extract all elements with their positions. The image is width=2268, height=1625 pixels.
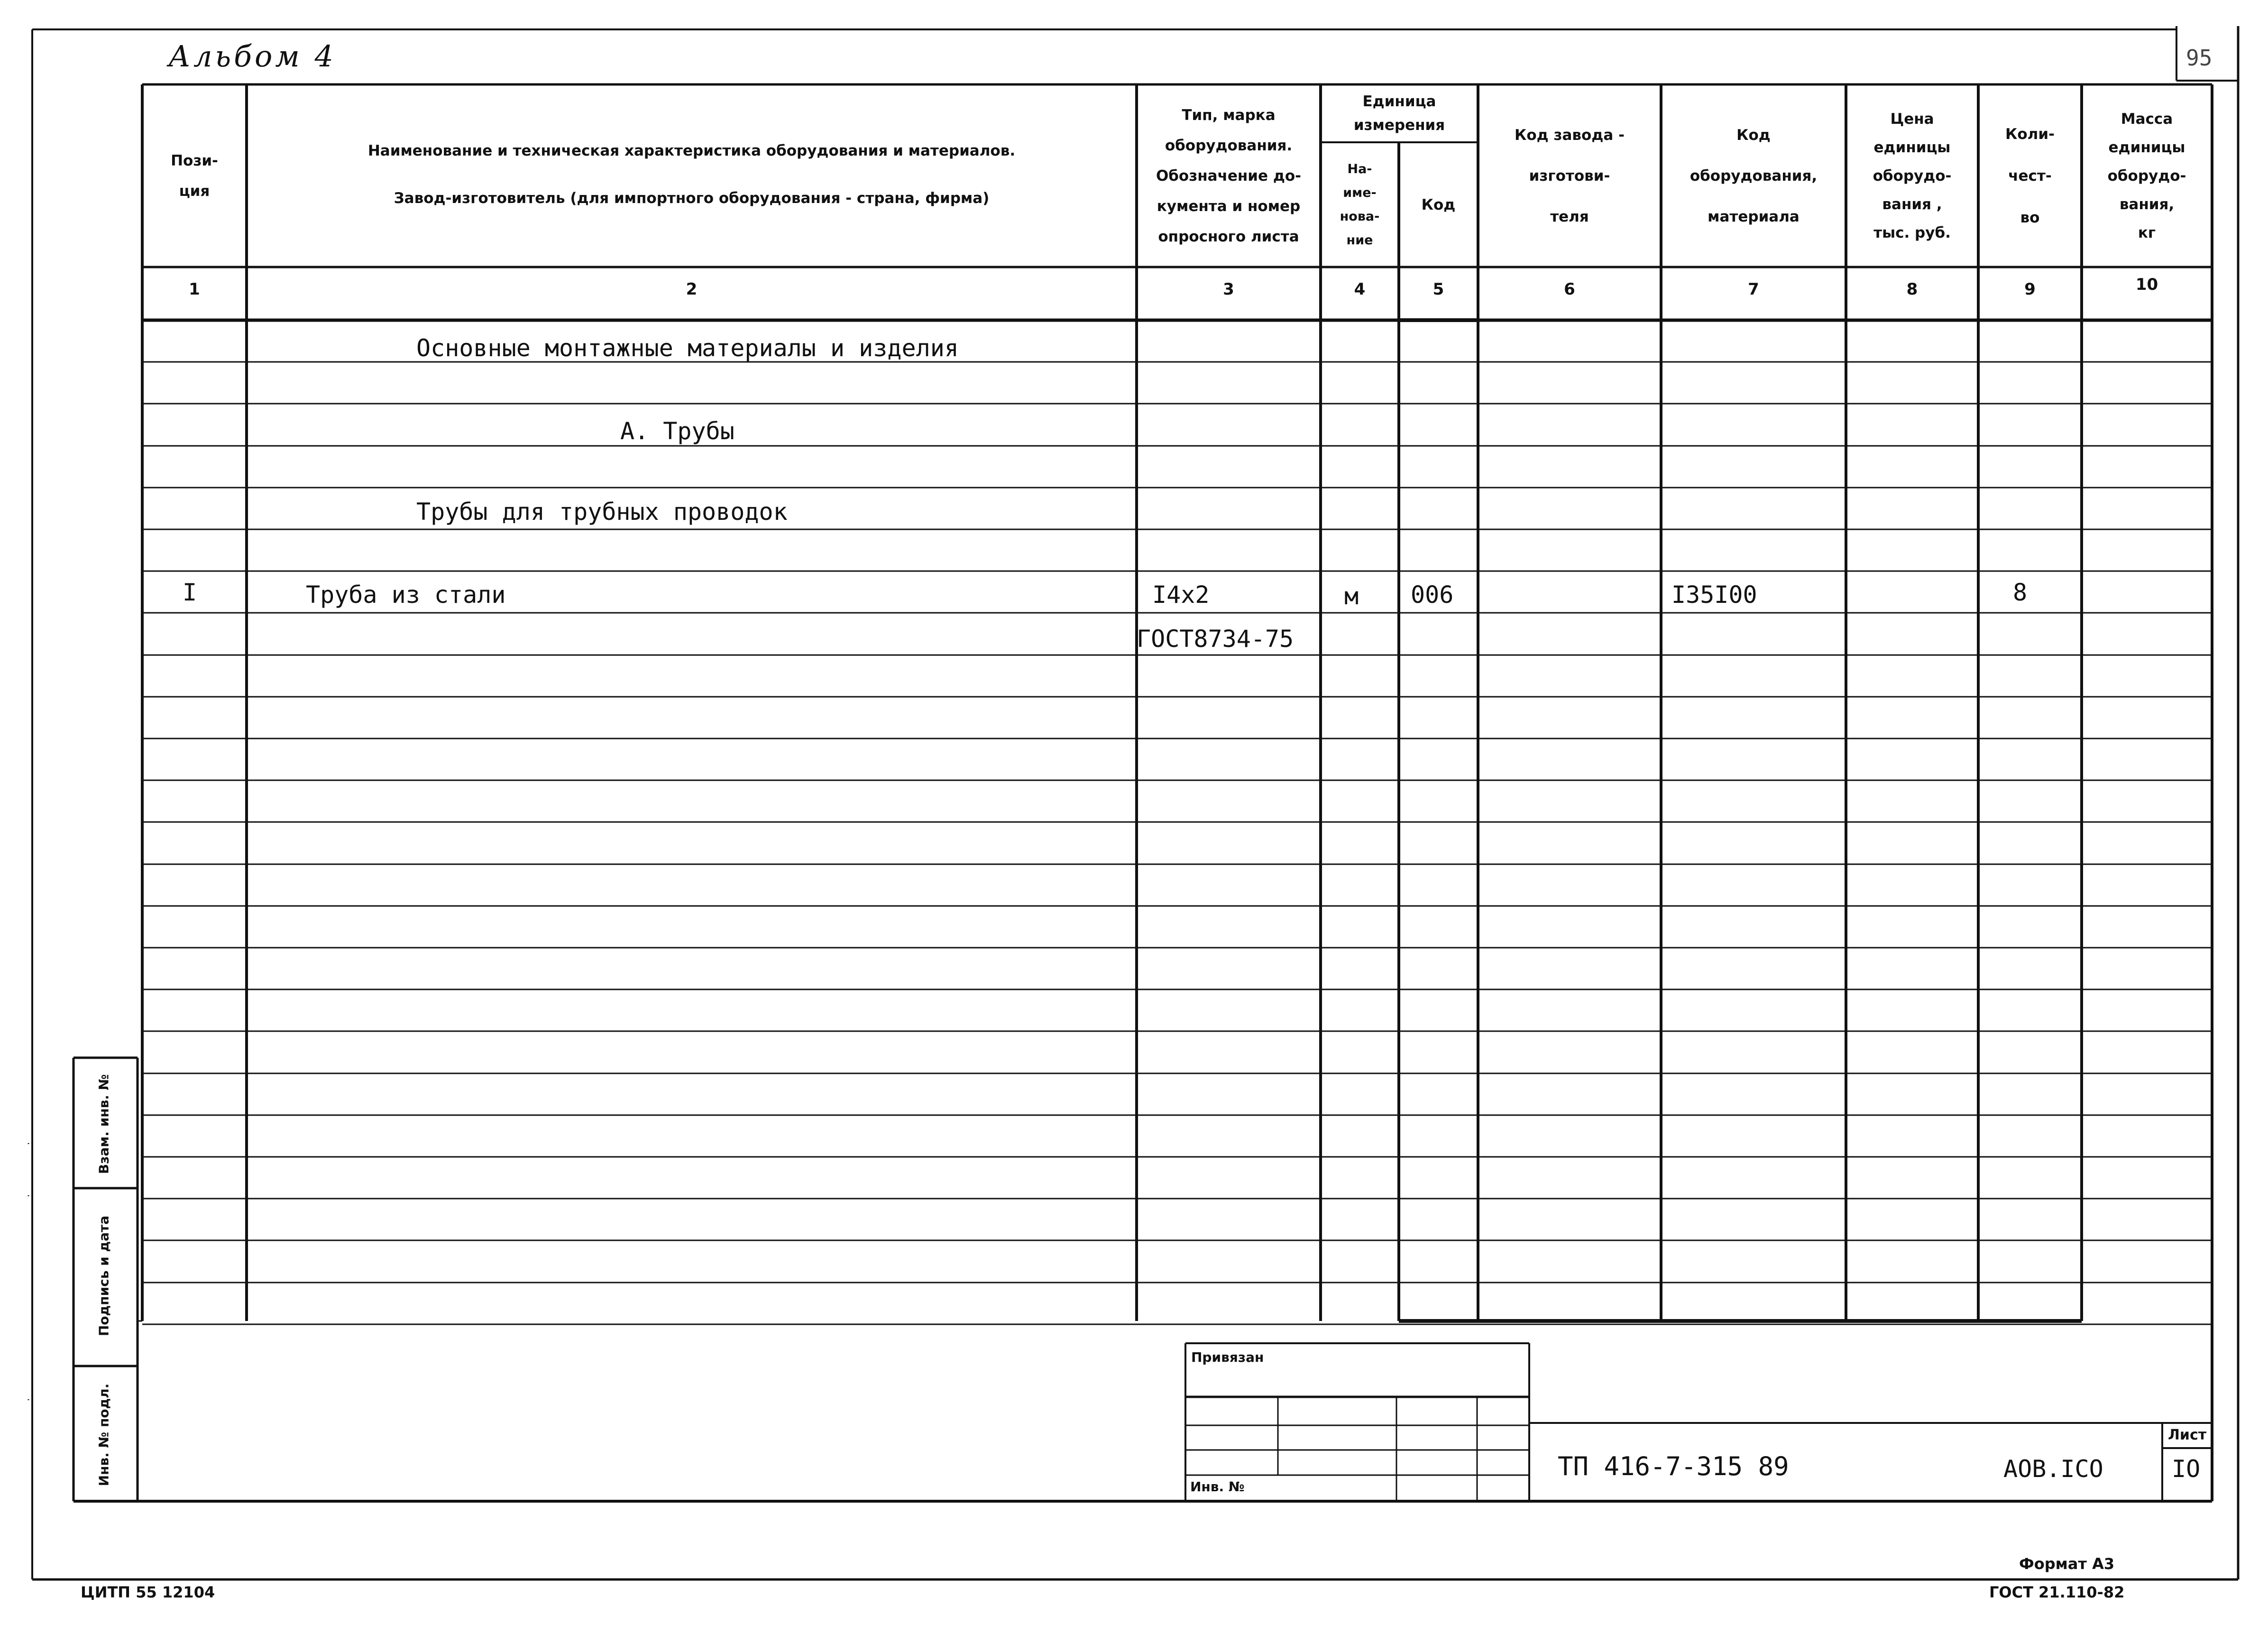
stamp-privyazan: Привязан <box>1191 1349 1264 1365</box>
album-title: Альбом 4 <box>168 39 336 74</box>
sheet-number: IO <box>2172 1455 2201 1483</box>
page-number: 95 <box>2186 45 2213 71</box>
sheet-label: Лист <box>2168 1427 2207 1443</box>
section-pipes-title: А. Трубы <box>620 417 735 445</box>
header-col-2: Наименование и техническая характеристика оборудования и материалов. Завод-изготовитель (для импортного оборудования - страна, фирма) <box>367 142 1016 207</box>
col-number-5: 5 <box>1432 280 1444 299</box>
col-number-6: 6 <box>1564 280 1575 299</box>
header-col-4: На- име- нова- ние <box>1340 161 1380 248</box>
section-main-title: Основные монтажные материалы и изделия <box>416 334 959 362</box>
footer-format: Формат А3 <box>2019 1555 2115 1573</box>
row-type: I4x2 <box>1152 581 1210 609</box>
row-material-code: I35I00 <box>1671 581 1757 609</box>
header-col-1: Пози- ция <box>171 152 218 200</box>
col-number-9: 9 <box>2024 280 2036 299</box>
footer-left: ЦИТП 55 12104 <box>81 1583 215 1601</box>
col-number-10: 10 <box>2135 275 2158 294</box>
side-label-inv-vzam: Взам. инв. № <box>96 1074 112 1174</box>
row-name: Труба из стали <box>306 581 506 609</box>
header-unit-group: Единица измерения <box>1353 93 1445 134</box>
header-col-10: Масса единицы оборудо- вания, кг <box>2107 110 2186 241</box>
doc-code: АОВ.ICO <box>2003 1455 2103 1483</box>
row-unit-name: м <box>1344 582 1359 610</box>
row-quantity: 8 <box>2013 579 2028 606</box>
header-col-6: Код завода - изготови- теля <box>1515 126 1625 225</box>
project-code: ТП 416-7-315 89 <box>1558 1451 1789 1481</box>
row-doc: ГОСТ8734-75 <box>1137 625 1294 653</box>
side-label-signature-date: Подпись и дата <box>96 1215 112 1337</box>
header-col-8: Цена единицы оборудо- вания , тыс. руб. <box>1873 110 1952 241</box>
col-number-8: 8 <box>1906 280 1918 299</box>
side-label-inv-podl: Инв. № подл. <box>96 1383 112 1487</box>
stamp-inv-no: Инв. № <box>1190 1479 1245 1495</box>
header-col-3: Тип, марка оборудования. Обозначение до- кумента и номер опросного листа <box>1156 106 1302 245</box>
row-unit-code: 006 <box>1411 581 1454 609</box>
col-number-7: 7 <box>1748 280 1759 299</box>
header-col-9: Коли- чест- во <box>2005 125 2055 226</box>
col-number-4: 4 <box>1354 280 1366 299</box>
footer-gost: ГОСТ 21.110-82 <box>1989 1583 2125 1601</box>
row-position: I <box>183 579 197 606</box>
col-number-3: 3 <box>1223 280 1234 299</box>
col-number-2: 2 <box>686 280 698 299</box>
section-pipe-group-title: Трубы для трубных проводок <box>416 498 788 526</box>
header-col-5: Код <box>1421 196 1456 213</box>
col-number-1: 1 <box>189 280 200 299</box>
header-col-7: Код оборудования, материала <box>1690 126 1818 225</box>
